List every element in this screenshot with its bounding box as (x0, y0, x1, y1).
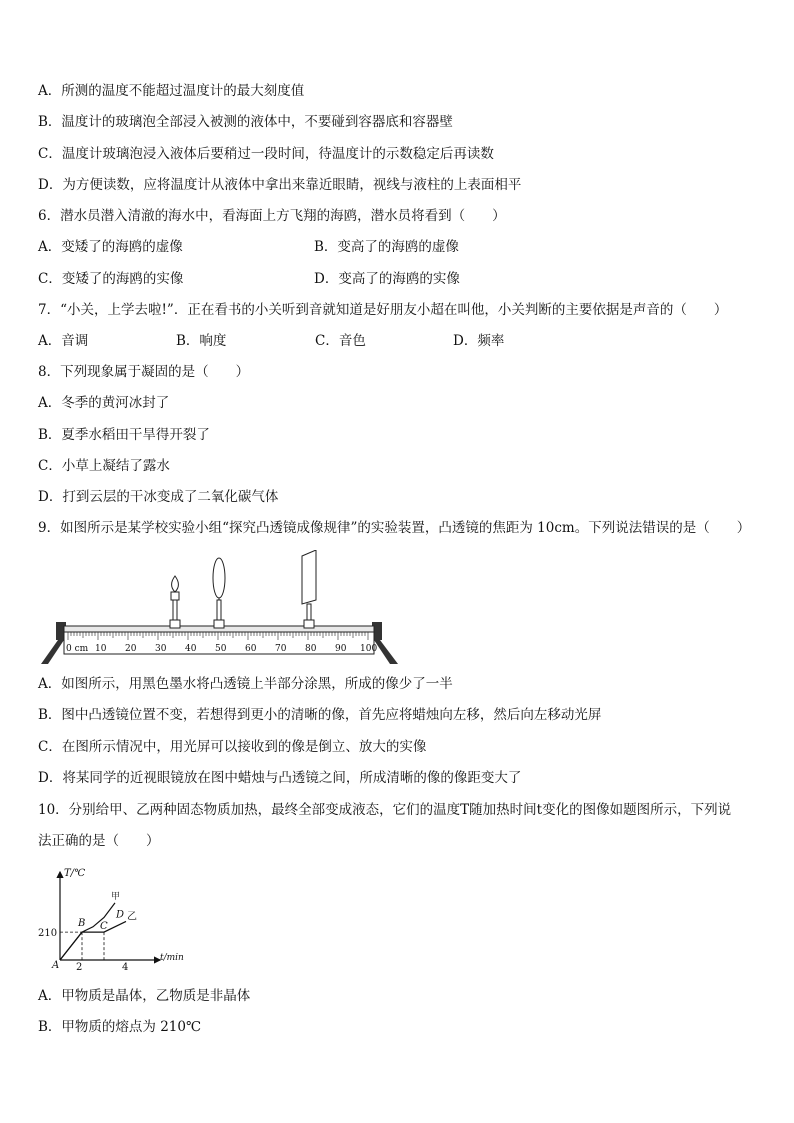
q10-stem-line2: 法正确的是（ ） (38, 833, 160, 849)
q8-stem: 8．下列现象属于凝固的是（ ） (38, 364, 250, 380)
scale-label-100: 100 (360, 644, 378, 654)
scale-label-70: 70 (275, 644, 287, 654)
optical-bench-figure (38, 550, 402, 668)
q7-option-d: D．频率 (453, 333, 505, 349)
q7-option-a: A．音调 (38, 333, 89, 349)
scale-label-30: 30 (155, 644, 167, 654)
q9-option-d: D．将某同学的近视眼镜放在图中蜡烛与凸透镜之间，所成清晰的像的像距变大了 (38, 770, 522, 786)
q5-option-d: D．为方便读数，应将温度计从液体中拿出来靠近眼睛，视线与液柱的上表面相平 (38, 177, 522, 193)
scale-label-40: 40 (185, 644, 197, 654)
series-label-jia: 甲 (111, 891, 121, 902)
q8-option-b: B．夏季水稻田干旱得开裂了 (38, 427, 210, 443)
point-label-d: D (116, 909, 125, 921)
x-tick-4: 4 (122, 962, 129, 970)
q5-option-a: A．所测的温度不能超过温度计的最大刻度值 (38, 83, 305, 99)
q9-option-b: B．图中凸透镜位置不变，若想得到更小的清晰的像，首先应将蜡烛向左移，然后向左移动光屏 (38, 707, 602, 723)
q8-option-d: D．打到云层的干冰变成了二氧化碳气体 (38, 489, 279, 505)
q8-option-a: A．冬季的黄河冰封了 (38, 395, 170, 411)
scale-label-50: 50 (215, 644, 227, 654)
q10-option-a: A．甲物质是晶体，乙物质是非晶体 (38, 988, 251, 1004)
x-axis-label: t/min (160, 953, 184, 963)
bench-right-leg (374, 640, 398, 664)
point-label-b: B (78, 918, 86, 930)
q6-option-a: A．变矮了的海鸥的虚像 (38, 239, 183, 255)
q10-stem-line1: 10．分别给甲、乙两种固态物质加热，最终全部变成液态，它们的温度T随加热时间t变化的图像如题图所示，下列说 (38, 802, 732, 818)
x-tick-2: 2 (76, 962, 83, 970)
q8-option-c: C．小草上凝结了露水 (38, 458, 170, 474)
temperature-time-graph (36, 864, 196, 970)
q7-option-c: C．音色 (315, 333, 366, 349)
y-tick-210: 210 (38, 928, 58, 939)
candle (170, 576, 180, 628)
q9-option-a: A．如图所示，用黑色墨水将凸透镜上半部分涂黑，所成的像少了一半 (38, 676, 453, 692)
point-label-c: C (100, 921, 108, 933)
scale-label-80: 80 (305, 644, 317, 654)
convex-lens (213, 558, 225, 628)
scale-label-60: 60 (245, 644, 257, 654)
q6-option-c: C．变矮了的海鸥的实像 (38, 271, 184, 287)
series-label-yi: 乙 (127, 911, 137, 923)
q5-option-b: B．温度计的玻璃泡全部浸入被测的液体中，不要碰到容器底和容器壁 (38, 114, 453, 130)
q9-option-c: C．在图所示情况中，用光屏可以接收到的像是倒立、放大的实像 (38, 739, 427, 755)
q6-stem: 6．潜水员潜入清澈的海水中，看海面上方飞翔的海鸥，潜水员将看到（ ） (38, 208, 506, 224)
scale-label-90: 90 (335, 644, 347, 654)
light-screen (302, 550, 316, 628)
q7-option-b: B．响度 (176, 333, 227, 349)
q6-option-b: B．变高了的海鸥的虚像 (314, 239, 459, 255)
scale-label-10: 10 (95, 644, 107, 654)
origin-label-a: A (52, 960, 60, 970)
q5-option-c: C．温度计玻璃泡浸入液体后要稍过一段时间，待温度计的示数稳定后再读数 (38, 146, 494, 162)
scale-label-20: 20 (125, 644, 137, 654)
q7-stem: 7．“小关，上学去啦!”．正在看书的小关听到音就知道是好朋友小超在叫他，小关判断的主要依据是声音的（ ） (38, 302, 728, 318)
q9-stem: 9．如图所示是某学校实验小组“探究凸透镜成像规律”的实验装置，凸透镜的焦距为 10cm。下列说法错误的是（ ） (38, 520, 751, 536)
q6-option-d: D．变高了的海鸥的实像 (314, 271, 460, 287)
scale-label-0: 0 cm (66, 644, 89, 654)
y-axis-label: T/℃ (64, 868, 86, 879)
q10-option-b: B．甲物质的熔点为 210℃ (38, 1019, 202, 1035)
bench-left-leg (41, 640, 64, 664)
